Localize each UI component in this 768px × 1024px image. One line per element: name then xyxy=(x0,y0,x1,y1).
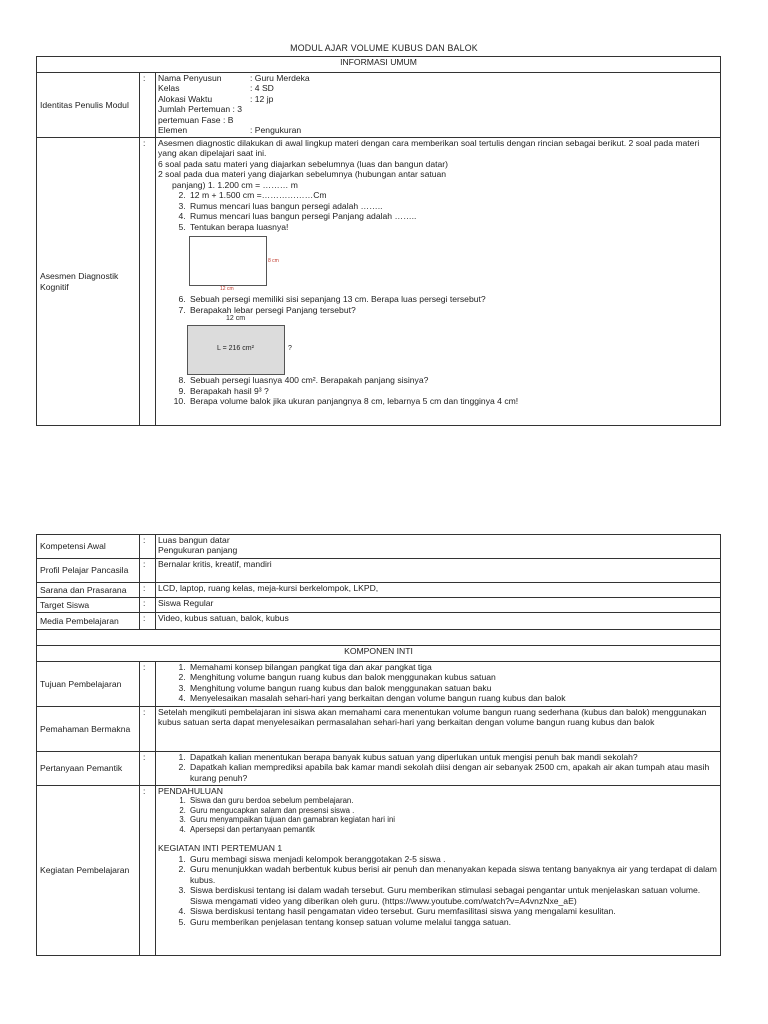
field-value: : Guru Merdeka xyxy=(250,73,310,83)
empty-row xyxy=(37,630,721,646)
field-value: : B xyxy=(222,114,234,125)
asesmen-intro-2: 6 soal pada satu materi yang diajarkan sebelumnya (luas dan bangun datar) xyxy=(158,158,448,169)
info-umum-header: INFORMASI UMUM xyxy=(37,57,721,73)
pendahuluan-item: 1. Siswa dan guru berdoa sebelum pembelajaran. xyxy=(188,796,718,806)
asesmen-list-a xyxy=(158,190,718,232)
pertanyaan-label: Pertanyaan Pemantik xyxy=(37,752,140,786)
inti-title: KEGIATAN INTI PERTEMUAN 1 xyxy=(158,843,283,854)
rect2-area-label: L = 216 cm² xyxy=(217,345,254,353)
media-label: Media Pembelajaran xyxy=(37,613,140,630)
sarana-label: Sarana dan Prasarana xyxy=(37,583,140,598)
rect2-question-mark: ? xyxy=(288,345,292,353)
colon: : xyxy=(140,73,156,138)
pertanyaan-content xyxy=(156,752,721,786)
colon: : xyxy=(140,707,156,752)
komponen-inti-header: KOMPONEN INTI xyxy=(37,646,721,662)
pertanyaan-item: 2. Dapatkah kalian memprediksi apabila bak kamar mandi sekolah diisi dengan air sebanyak 2500 cm, apakah air akan tumpah atau masih kurang penuh? xyxy=(188,762,718,783)
colon: : xyxy=(140,598,156,613)
pemahaman-label: Pemahaman Bermakna xyxy=(37,707,140,752)
tujuan-content xyxy=(156,662,721,707)
field-row xyxy=(158,83,718,93)
kegiatan-content xyxy=(156,786,721,956)
asesmen-intro-1: Asesmen diagnostic dilakukan di awal lingkup materi dengan cara memberikan soal tertulis dengan rincian sebagai berikut. 2 soal pada materi yang akan dipelajari saat ini. xyxy=(158,138,700,159)
field-key: Alokasi Waktu xyxy=(158,93,213,104)
asesmen-item: 4. Rumus mencari luas bangun persegi Panjang adalah …….. xyxy=(188,211,718,221)
pemahaman-value: Setelah mengikuti pembelajaran ini siswa akan memahami cara menentukan volume bangun ruang sederhana (kubus dan balok) menggunakan kubus satuan serta dapat menyelesaikan permasalahan sehari-hari yang berkaitan dengan volume bangun ruang kubus dan balok xyxy=(156,707,721,752)
field-value: : Pengukuran xyxy=(250,125,302,136)
inti-item: 1. Guru membagi siswa menjadi kelompok beranggotakan 2-5 siswa . xyxy=(188,854,718,864)
field-row xyxy=(158,94,718,104)
asesmen-item: 5. Tentukan berapa luasnya! xyxy=(188,222,718,232)
pendahuluan-item: 4. Apersepsi dan pertanyaan pemantik xyxy=(188,825,718,835)
kompetensi-awal-value xyxy=(156,535,721,559)
pertanyaan-list xyxy=(158,752,718,783)
asesmen-item: 7. Berapakah lebar persegi Panjang tersebut? xyxy=(188,305,718,315)
komponen-table xyxy=(36,534,721,956)
colon: : xyxy=(140,662,156,707)
target-siswa-value: Siswa Regular xyxy=(156,598,721,613)
inti-item: 2. Guru menunjukkan wadah berbentuk kubus berisi air penuh dan menanyakan kepada siswa tentang banyaknya air yang terdapat di dalam kubus. xyxy=(188,864,718,885)
field-key: pertemuan Fase xyxy=(158,114,221,125)
asesmen-item: 6. Sebuah persegi memiliki sisi sepanjang 13 cm. Berapa luas persegi tersebut? xyxy=(188,294,718,304)
field-value: : 12 jp xyxy=(250,93,274,104)
tujuan-label: Tujuan Pembelajaran xyxy=(37,662,140,707)
spacer xyxy=(158,834,718,843)
field-key: Jumlah Pertemuan xyxy=(158,104,231,115)
pertanyaan-item: 1. Dapatkah kalian menentukan berapa banyak kubus satuan yang diperlukan untuk mengisi penuh bak mandi sekolah? xyxy=(188,752,718,762)
field-row xyxy=(158,125,718,135)
rectangle-figure-1 xyxy=(158,232,718,294)
rect2-top-label: 12 cm xyxy=(226,315,246,323)
field-row xyxy=(158,73,718,83)
pendahuluan-list xyxy=(158,796,718,834)
value-line: Pengukuran panjang xyxy=(158,545,238,556)
pendahuluan-item: 2. Guru mengucapkan salam dan presensi siswa . xyxy=(188,806,718,816)
tujuan-item: 1. Memahami konsep bilangan pangkat tiga dan akar pangkat tiga xyxy=(188,662,718,672)
colon: : xyxy=(140,583,156,598)
colon: : xyxy=(140,786,156,956)
colon: : xyxy=(140,535,156,559)
asesmen-content xyxy=(156,138,721,426)
colon: : xyxy=(140,138,156,426)
tujuan-item: 3. Menghitung volume bangun ruang kubus dan balok menggunakan satuan baku xyxy=(188,683,718,693)
asesmen-intro-3: 2 soal pada dua materi yang diajarkan sebelumnya (hubungan antar satuan xyxy=(158,169,447,180)
field-value: : 4 SD xyxy=(250,83,274,94)
value-line: Luas bangun datar xyxy=(158,535,230,545)
field-row xyxy=(158,104,718,114)
colon: : xyxy=(140,752,156,786)
rectangle-shape xyxy=(189,236,267,286)
inti-item: 3. Siswa berdiskusi tentang isi dalam wadah tersebut. Guru memberikan stimulasi sebagai pengantar untuk menjelaskan satuan volume. Siswa mengamati video yang diberikan oleh guru. (https://www.youtube.com/watch?v=A4vnzNxe_aE) xyxy=(188,885,718,906)
identitas-fields xyxy=(156,73,721,138)
inti-item: 4. Siswa berdiskusi tentang hasil pengamatan video tersebut. Guru memfasilitasi siswa yang mengalami kesulitan. xyxy=(188,906,718,916)
inti-list xyxy=(158,854,718,927)
asesmen-list-b xyxy=(158,294,718,315)
field-key: Nama Penyusun xyxy=(158,73,222,83)
asesmen-label: Asesmen Diagnostik Kognitif xyxy=(37,138,140,426)
info-umum-table xyxy=(36,56,721,426)
asesmen-item: 10. Berapa volume balok jika ukuran panjangnya 8 cm, lebarnya 5 cm dan tingginya 4 cm! xyxy=(188,396,718,406)
field-value: : 3 xyxy=(232,104,243,115)
target-siswa-label: Target Siswa xyxy=(37,598,140,613)
profil-pelajar-value: Bernalar kritis, kreatif, mandiri xyxy=(156,559,721,583)
asesmen-intro-4: panjang) 1. 1.200 cm = ……… m xyxy=(172,179,298,190)
pendahuluan-item: 3. Guru menyampaikan tujuan dan gamabran kegiatan hari ini xyxy=(188,815,718,825)
kegiatan-label: Kegiatan Pembelajaran xyxy=(37,786,140,956)
asesmen-item: 9. Berapakah hasil 9³ ? xyxy=(188,386,718,396)
asesmen-list-c xyxy=(158,375,718,406)
profil-pelajar-label: Profil Pelajar Pancasila xyxy=(37,559,140,583)
colon: : xyxy=(140,559,156,583)
field-key: Elemen xyxy=(158,125,188,136)
rect1-width-label: 12 cm xyxy=(220,286,234,293)
asesmen-item: 8. Sebuah persegi luasnya 400 cm². Berapakah panjang sisinya? xyxy=(188,375,718,385)
document-title: MODUL AJAR VOLUME KUBUS DAN BALOK xyxy=(290,43,478,53)
rect1-height-label: 8 cm xyxy=(268,258,279,265)
media-value: Video, kubus satuan, balok, kubus xyxy=(156,613,721,630)
field-row xyxy=(158,115,718,125)
identitas-label: Identitas Penulis Modul xyxy=(37,73,140,138)
sarana-value: LCD, laptop, ruang kelas, meja-kursi berkelompok, LKPD, xyxy=(156,583,721,598)
pendahuluan-title: PENDAHULUAN xyxy=(158,786,223,796)
rectangle-figure-2 xyxy=(158,315,718,375)
colon: : xyxy=(140,613,156,630)
tujuan-list xyxy=(158,662,718,704)
tujuan-item: 4. Menyelesaikan masalah sehari-hari yang berkaitan dengan volume bangun ruang kubus dan balok xyxy=(188,693,718,703)
inti-item: 5. Guru memberikan penjelasan tentang konsep satuan volume melalui tangga satuan. xyxy=(188,917,718,927)
kompetensi-awal-label: Kompetensi Awal xyxy=(37,535,140,559)
asesmen-item: 3. Rumus mencari luas bangun persegi adalah …….. xyxy=(188,201,718,211)
asesmen-item: 2. 12 m + 1.500 cm =………………Cm xyxy=(188,190,718,200)
field-key: Kelas xyxy=(158,83,180,94)
tujuan-item: 2. Menghitung volume bangun ruang kubus dan balok menggunakan kubus satuan xyxy=(188,672,718,682)
